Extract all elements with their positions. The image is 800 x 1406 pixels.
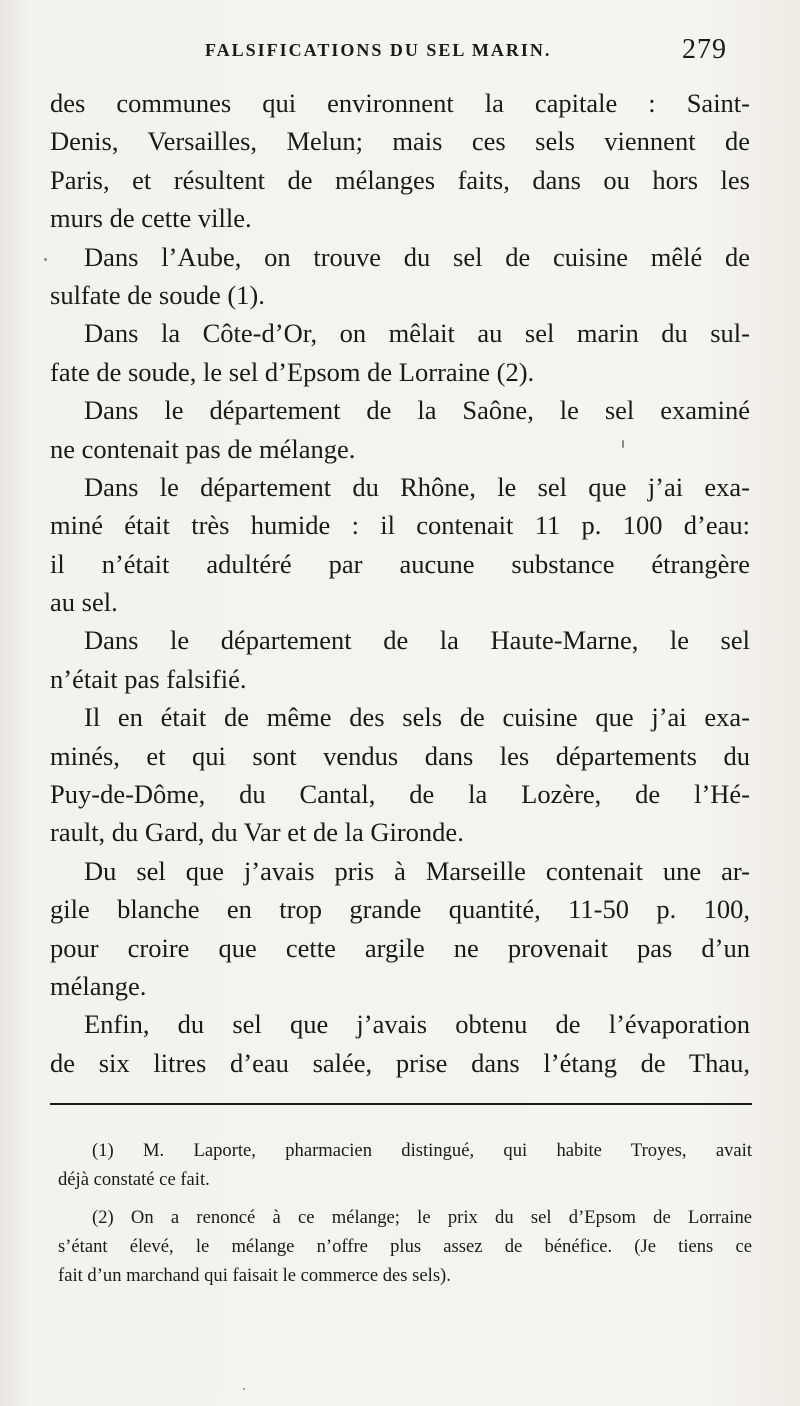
body-text bbox=[50, 84, 750, 1082]
text-line: n’était pas falsifié. bbox=[50, 663, 247, 694]
text-line: murs de cette ville. bbox=[50, 203, 252, 234]
text-line: ne contenait pas de mélange. bbox=[50, 433, 356, 464]
text-line: Enfin, du sel que j’avais obtenu de l’évaporation bbox=[84, 1009, 750, 1040]
footnote-rule bbox=[50, 1103, 752, 1105]
text-line: fate de soude, le sel d’Epsom de Lorraine (2). bbox=[50, 356, 535, 387]
text-line: au sel. bbox=[50, 587, 118, 618]
footnote-line: fait d’un marchand qui faisait le commerce des sels). bbox=[58, 1265, 451, 1286]
text-line: de six litres d’eau salée, prise dans l’étang de Thau, bbox=[50, 1047, 750, 1078]
text-line: sulfate de soude (1). bbox=[50, 279, 265, 310]
footnote-line: déjà constaté ce fait. bbox=[58, 1169, 210, 1190]
text-line: rault, du Gard, du Var et de la Gironde. bbox=[50, 817, 464, 848]
paper-speck bbox=[622, 440, 624, 448]
text-line: Dans la Côte-d’Or, on mêlait au sel marin du sul- bbox=[84, 318, 750, 349]
text-line: Paris, et résultent de mélanges faits, dans ou hors les bbox=[50, 164, 750, 195]
text-line: pour croire que cette argile ne provenait pas d’un bbox=[50, 932, 750, 963]
text-line: miné était très humide : il contenait 11 p. 100 d’eau: bbox=[50, 510, 750, 541]
footnote-gap bbox=[58, 1194, 752, 1203]
text-line: Dans l’Aube, on trouve du sel de cuisine mêlé de bbox=[84, 241, 750, 272]
text-line: mélange. bbox=[50, 970, 147, 1001]
page-number: 279 bbox=[682, 34, 727, 65]
text-line: Dans le département du Rhône, le sel que j’ai exa- bbox=[84, 471, 750, 502]
text-line: Il en était de même des sels de cuisine que j’ai exa- bbox=[84, 702, 750, 733]
text-line: gile blanche en trop grande quantité, 11-50 p. 100, bbox=[50, 894, 750, 925]
paper-speck bbox=[44, 258, 47, 261]
text-line: il n’était adultéré par aucune substance étrangère bbox=[50, 548, 750, 579]
text-line: Dans le département de la Saône, le sel examiné bbox=[84, 395, 750, 426]
text-line: Dans le département de la Haute-Marne, le sel bbox=[84, 625, 750, 656]
text-line: des communes qui environnent la capitale : Saint- bbox=[50, 88, 750, 118]
footnote-line: (1) M. Laporte, pharmacien distingué, qui habite Troyes, avait bbox=[92, 1140, 752, 1161]
text-line: Du sel que j’avais pris à Marseille contenait une ar- bbox=[84, 855, 750, 886]
text-line: Denis, Versailles, Melun; mais ces sels viennent de bbox=[50, 126, 750, 157]
footnote-line: s’étant élevé, le mélange n’offre plus assez de bénéfice. (Je tiens ce bbox=[58, 1236, 752, 1257]
text-line: Puy-de-Dôme, du Cantal, de la Lozère, de l’Hé- bbox=[50, 779, 750, 810]
text-line: minés, et qui sont vendus dans les départements du bbox=[50, 740, 750, 771]
footnote-line: (2) On a renoncé à ce mélange; le prix du sel d’Epsom de Lorraine bbox=[92, 1207, 752, 1228]
paper-speck bbox=[243, 1388, 245, 1390]
footnotes bbox=[58, 1136, 752, 1290]
running-title: FALSIFICATIONS DU SEL MARIN. bbox=[205, 40, 552, 60]
